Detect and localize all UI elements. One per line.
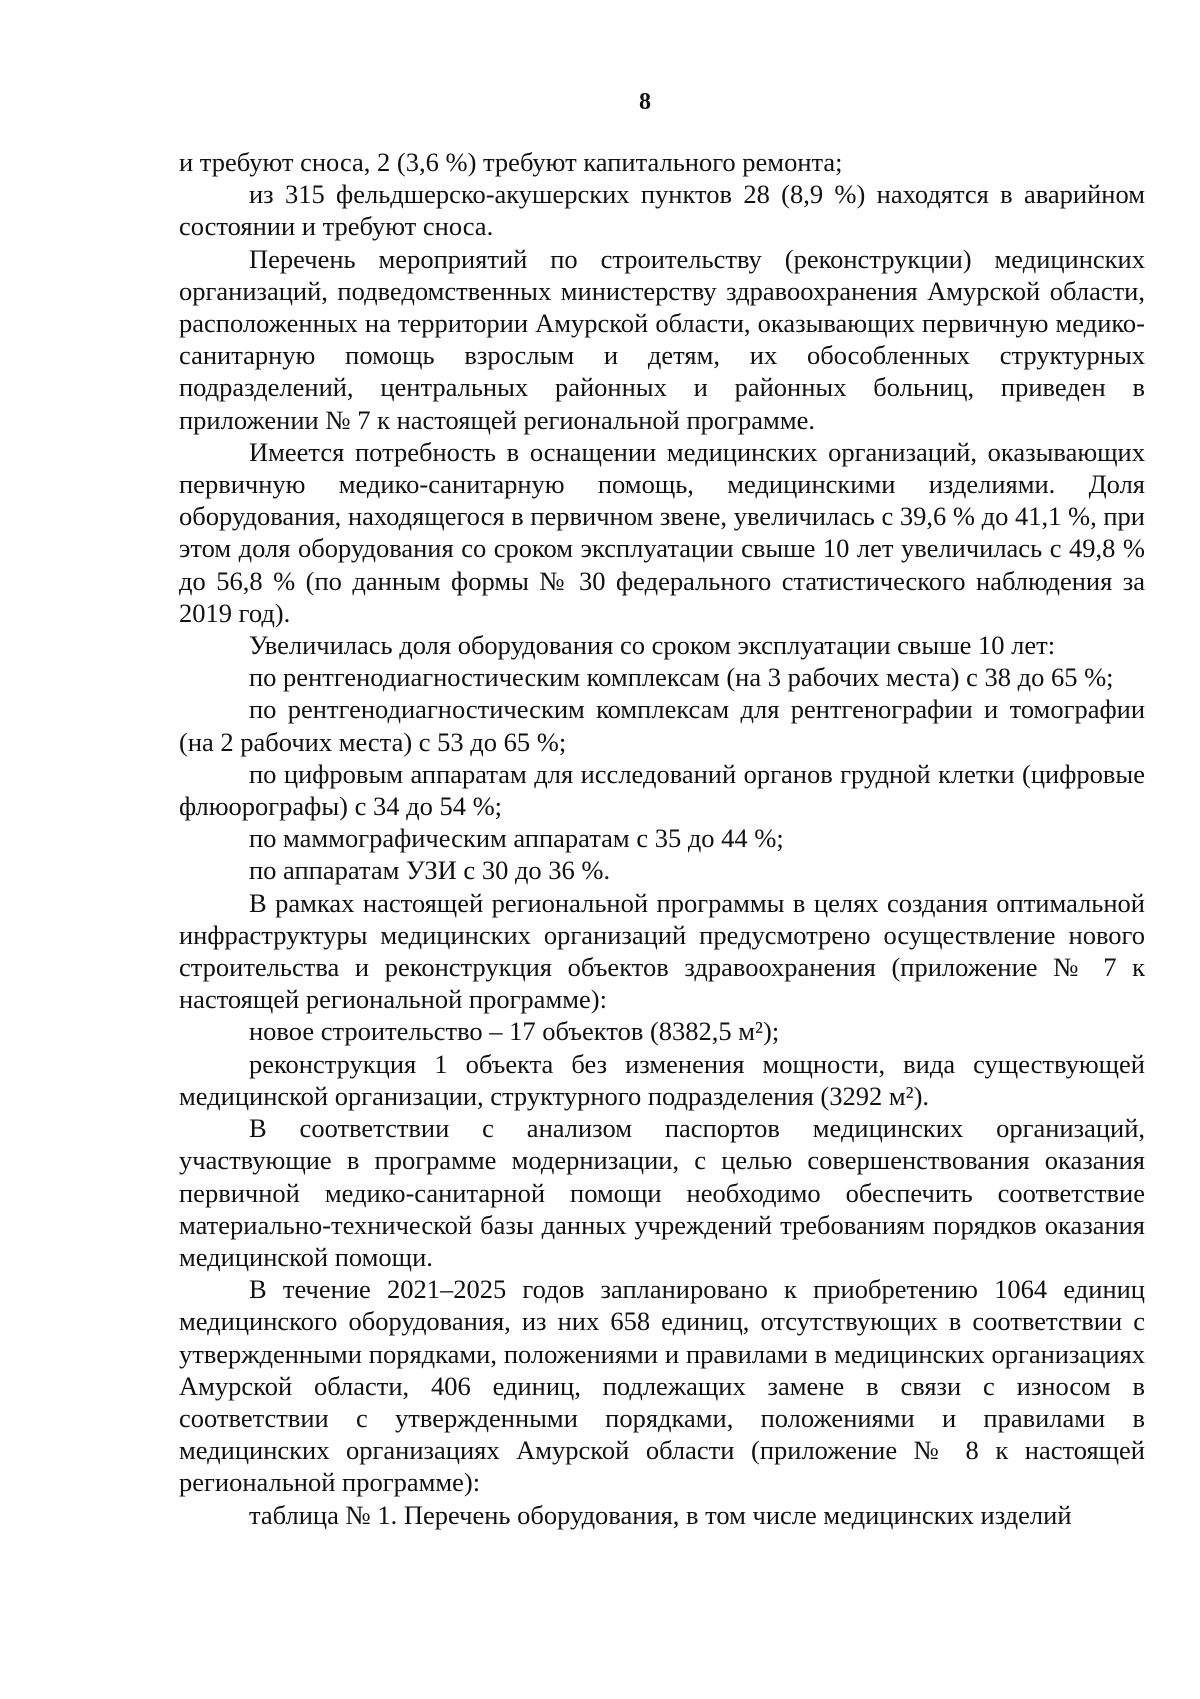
list-item: реконструкция 1 объекта без изменения мощности, вида существующей медицинской организации, структурного подразделения (3292 м²). — [179, 1048, 1145, 1111]
paragraph: В рамках настоящей региональной программы в целях создания оптимальной инфраструктуры медицинских организаций предусмотрено осуществление нового строительства и реконструкция объектов здравоохранения (приложение № 7 к настоящей региональной программе): — [179, 887, 1145, 1015]
list-item: по маммографическим аппаратам с 35 до 44 %; — [249, 823, 784, 854]
paragraph: Перечень мероприятий по строительству (реконструкции) медицинских организаций, подведомственных министерству здравоохранения Амурской области, расположенных на территории Амурской области, оказывающих первичную медико-санитарную помощь взрослым и детям, их обособленных структурных подразделений, центральных районных и районных больниц, приведен в приложении № 7 к настоящей региональной программе. — [179, 243, 1145, 435]
list-item: по аппаратам УЗИ с 30 до 36 %. — [249, 855, 611, 886]
list-item: по цифровым аппаратам для исследований органов грудной клетки (цифровые флюорографы) с 34 до 54 %; — [179, 758, 1145, 822]
table-caption: таблица № 1. Перечень оборудования, в том числе медицинских изделий — [249, 1499, 1072, 1530]
list-item: по рентгенодиагностическим комплексам (на 3 рабочих места) с 38 до 65 %; — [249, 662, 1114, 693]
list-item: по рентгенодиагностическим комплексам для рентгенографии и томографии (на 2 рабочих места) с 53 до 65 %; — [179, 694, 1145, 757]
list-item: новое строительство – 17 объектов (8382,5 м²); — [249, 1016, 780, 1047]
paragraph: В соответствии с анализом паспортов медицинских организаций, участвующие в программе модернизации, с целью совершенствования оказания первичной медико-санитарной помощи необходимо обеспечить соответствие материально-технической базы данных учреждений требованиям порядков оказания медицинской помощи. — [179, 1113, 1145, 1272]
paragraph: из 315 фельдшерско-акушерских пунктов 28 (8,9 %) находятся в аварийном состоянии и требуют сноса. — [179, 179, 1145, 242]
document-body — [179, 146, 1145, 1531]
page-number: 8 — [639, 89, 651, 115]
paragraph: В течение 2021–2025 годов запланировано к приобретению 1064 единиц медицинского оборудования, из них 658 единиц, отсутствующих в соответствии с утвержденными порядками, положениями и правилами в медицинских организациях Амурской области, 406 единиц, подлежащих замене в связи с износом в соответствии с утвержденными порядками, положениями и правилами в медицинских организациях Амурской области (приложение № 8 к настоящей региональной программе): — [179, 1274, 1145, 1498]
paragraph: и требуют сноса, 2 (3,6 %) требуют капитального ремонта; — [179, 147, 843, 177]
paragraph: Имеется потребность в оснащении медицинских организаций, оказывающих первичную медико-санитарную помощь, медицинскими изделиями. Доля оборудования, находящегося в первичном звене, увеличилась с 39,6 % до 41,1 %, при этом доля оборудования со сроком эксплуатации свыше 10 лет увеличилась с 49,8 % до 56,8 % (по данным формы № 30 федерального статистического наблюдения за 2019 год). — [179, 436, 1145, 628]
paragraph: Увеличилась доля оборудования со сроком эксплуатации свыше 10 лет: — [249, 630, 1056, 661]
